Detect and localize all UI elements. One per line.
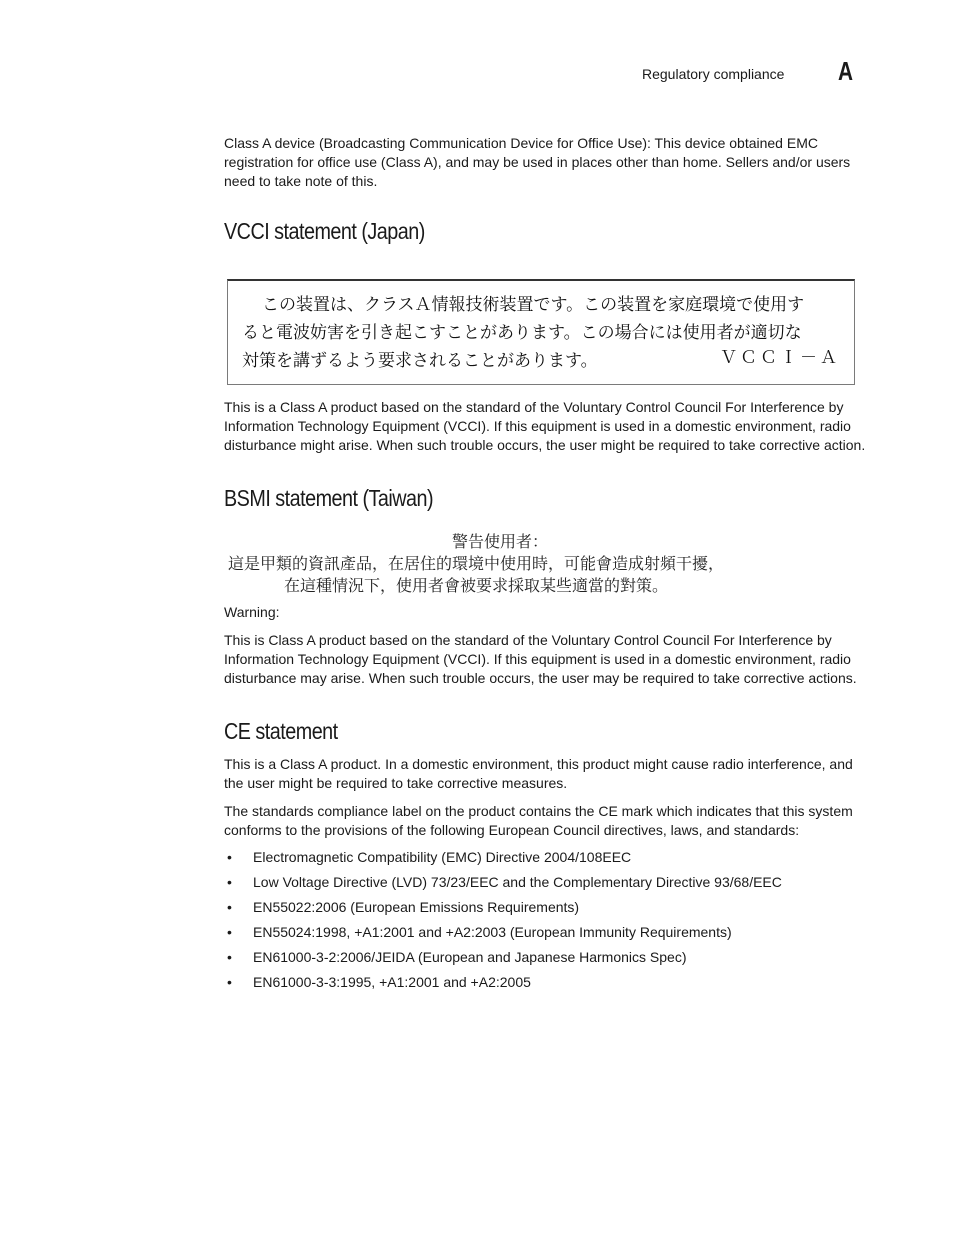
ce-standards-list [224,848,869,992]
ce-paragraph-1: This is a Class A product. In a domestic environment, this product might cause radio interference, and the user might be required to take corrective measures. [224,756,853,791]
bullet-icon: • [227,974,232,990]
bullet-icon: • [227,924,232,940]
bsmi-english-paragraph: This is Class A product based on the standard of the Voluntary Control Council For Interference by Information Technology Equipment (VCCI). If this equipment is used in a domestic environment, radio disturbance may arise. When such trouble occurs, the user may be required to take corrective actions. [224,632,857,686]
list-item [224,898,869,917]
vcci-japanese-line: ると電波妨害を引き起こすことがあります。この場合には使用者が適切な [242,323,802,343]
bsmi-chinese-line: 這是甲類的資訊產品，在居住的環境中使用時，可能會造成射頻干擾， [228,554,725,573]
vcci-japanese-line: この装置は、クラスＡ情報技術装置です。この装置を家庭環境で使用す [262,295,805,315]
list-item [224,948,869,967]
list-item [224,923,869,942]
list-item [224,848,869,867]
vcci-english-paragraph: This is a Class A product based on the standard of the Voluntary Control Council For Interference by Information Technology Equipment (VCCI). If this equipment is used in a domestic environment, radio disturbance might arise. When such trouble occurs, the user might be required to take corrective action. [224,399,866,453]
vcci-japanese-line: 対策を講ずるよう要求されることがあります。 [242,351,598,371]
appendix-letter: A [838,56,854,86]
bsmi-warning-label: Warning: [224,604,280,620]
list-item-text: EN61000-3-2:2006/JEIDA (European and Japanese Harmonics Spec) [253,949,687,965]
bullet-icon: • [227,849,232,865]
bsmi-heading: BSMI statement (Taiwan) [224,485,434,511]
bullet-icon: • [227,899,232,915]
bsmi-chinese-statement [224,531,784,597]
list-item-text: Low Voltage Directive (LVD) 73/23/EEC and the Complementary Directive 93/68/EEC [253,874,782,890]
running-header-title: Regulatory compliance [642,66,785,82]
vcci-class-mark: ＶＣＣＩ－Ａ [720,348,840,368]
bullet-icon: • [227,949,232,965]
ce-heading: CE statement [224,718,338,744]
list-item-text: EN55022:2006 (European Emissions Requirements) [253,899,580,915]
vcci-heading: VCCI statement (Japan) [224,218,425,244]
bullet-icon: • [227,874,232,890]
page-content [224,134,869,998]
bsmi-chinese-line: 在這種情況下，使用者會被要求採取某些適當的對策。 [284,576,669,595]
list-item-text: EN61000-3-3:1995, +A1:2001 and +A2:2005 [253,974,531,990]
intro-paragraph: Class A device (Broadcasting Communication Device for Office Use): This device obtained EMC registration for office use (Class A), and may be used in places other than home. Sellers and/or users need to take note of this. [224,135,851,189]
bsmi-chinese-title: 警告使用者： [452,532,549,551]
list-item [224,973,869,992]
list-item-text: Electromagnetic Compatibility (EMC) Directive 2004/108EEC [253,849,632,865]
list-item [224,873,869,892]
list-item-text: EN55024:1998, +A1:2001 and +A2:2003 (European Immunity Requirements) [253,924,732,940]
vcci-japanese-statement-box [227,279,855,385]
ce-paragraph-2: The standards compliance label on the product contains the CE mark which indicates that this system conforms to the provisions of the following European Council directives, laws, and standards: [224,803,853,838]
